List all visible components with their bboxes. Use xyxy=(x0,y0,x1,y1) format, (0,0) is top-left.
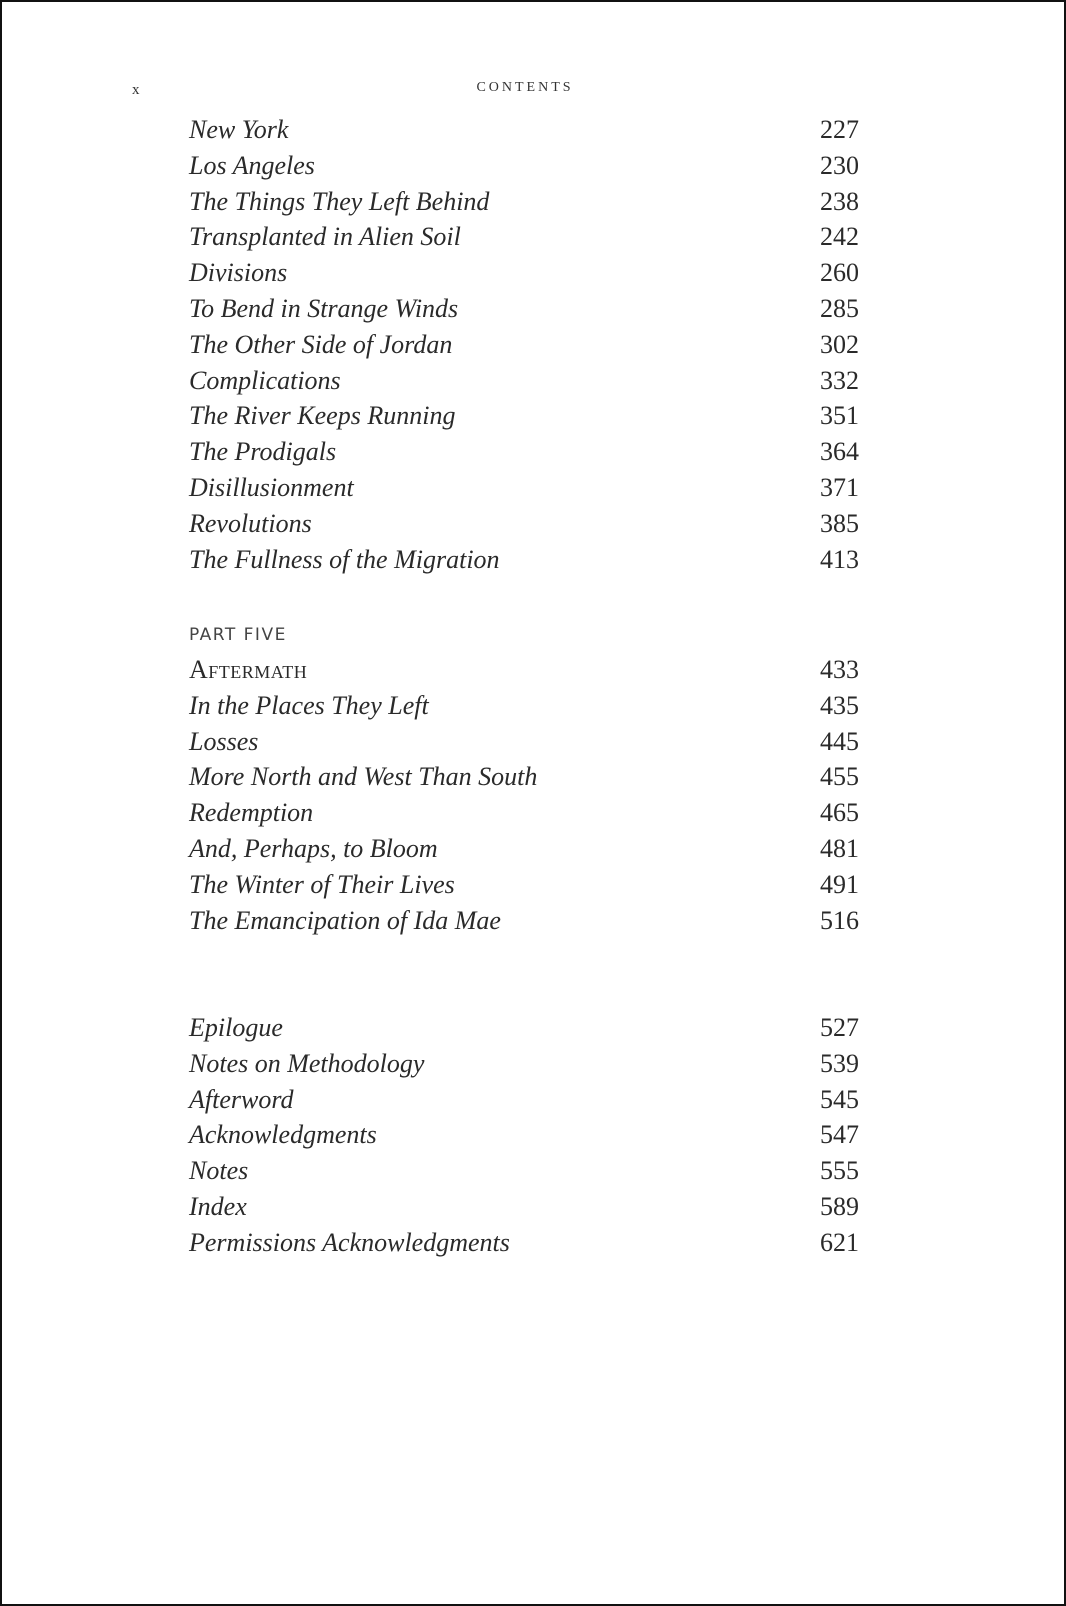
toc-entry-page: 555 xyxy=(820,1156,859,1186)
toc-entry-title: Los Angeles xyxy=(189,150,315,180)
toc-entry-page: 364 xyxy=(820,437,859,467)
toc-entry-title: Divisions xyxy=(189,258,288,288)
toc-entry[interactable] xyxy=(189,291,859,327)
toc-entry[interactable] xyxy=(189,1046,859,1082)
toc-entry[interactable] xyxy=(189,327,859,363)
toc-entry-page: 242 xyxy=(820,222,859,252)
toc-entry[interactable] xyxy=(189,148,859,184)
toc-continued-list xyxy=(189,112,859,577)
running-head xyxy=(2,80,1066,96)
toc-entry[interactable] xyxy=(189,1189,859,1225)
toc-part-heading[interactable] xyxy=(189,652,859,688)
part-label: PART FIVE xyxy=(189,625,287,645)
toc-entry[interactable] xyxy=(189,688,859,724)
toc-entry-title: More North and West Than South xyxy=(189,762,538,792)
toc-entry[interactable] xyxy=(189,1117,859,1153)
toc-entry[interactable] xyxy=(189,470,859,506)
toc-entry-title: And, Perhaps, to Bloom xyxy=(189,833,438,863)
toc-entry[interactable] xyxy=(189,1225,859,1261)
toc-entry-title: Transplanted in Alien Soil xyxy=(189,222,461,252)
toc-entry-title: The River Keeps Running xyxy=(189,401,456,431)
toc-entry-title: The Things They Left Behind xyxy=(189,186,490,216)
toc-entry-page: 371 xyxy=(820,472,859,502)
toc-entry-page: 516 xyxy=(820,905,859,935)
toc-entry-page: 545 xyxy=(820,1084,859,1114)
toc-entry-title: The Fullness of the Migration xyxy=(189,544,500,574)
toc-entry-title: Epilogue xyxy=(189,1013,283,1042)
toc-entry[interactable] xyxy=(189,398,859,434)
toc-entry-page: 230 xyxy=(820,150,859,180)
toc-entry-page: 351 xyxy=(820,401,859,431)
toc-entry-title: To Bend in Strange Winds xyxy=(189,293,459,323)
toc-entry-title: The Winter of Their Lives xyxy=(189,869,455,899)
toc-entry-page: 455 xyxy=(820,762,859,792)
toc-entry[interactable] xyxy=(189,184,859,220)
toc-entry[interactable] xyxy=(189,867,859,903)
toc-entry-page: 539 xyxy=(820,1048,859,1078)
toc-entry[interactable] xyxy=(189,831,859,867)
toc-entry-page: 481 xyxy=(820,833,859,863)
toc-entry-title: Notes on Methodology xyxy=(189,1048,425,1078)
toc-entry-page: 491 xyxy=(820,869,859,899)
page-number: x xyxy=(132,82,141,98)
toc-part-heading-title: Aftermath xyxy=(189,655,308,684)
toc-entry-page: 385 xyxy=(820,508,859,538)
toc-entry-title: Losses xyxy=(189,726,259,756)
toc-part-five xyxy=(189,618,859,938)
toc-entry-page: 260 xyxy=(820,258,859,288)
toc-part-heading-page: 433 xyxy=(820,655,859,684)
toc-entry[interactable] xyxy=(189,1010,859,1046)
toc-entry-title: Redemption xyxy=(189,798,314,828)
toc-entry-page: 465 xyxy=(820,798,859,828)
toc-entry[interactable] xyxy=(189,255,859,291)
toc-entry-page: 589 xyxy=(820,1191,859,1221)
toc-entry-title: Disillusionment xyxy=(189,472,354,502)
toc-entry-title: Complications xyxy=(189,365,341,395)
toc-entry-title: Revolutions xyxy=(189,508,312,538)
toc-entry-page: 238 xyxy=(820,186,859,216)
toc-entry-title: Index xyxy=(189,1191,247,1221)
toc-entry[interactable] xyxy=(189,542,859,578)
toc-entry-page: 227 xyxy=(820,115,859,144)
toc-entry[interactable] xyxy=(189,795,859,831)
toc-entry[interactable] xyxy=(189,112,859,148)
toc-entry-page: 621 xyxy=(820,1227,859,1257)
toc-entry-page: 285 xyxy=(820,293,859,323)
toc-entry[interactable] xyxy=(189,724,859,760)
toc-entry-title: Notes xyxy=(189,1156,249,1186)
toc-entry-page: 547 xyxy=(820,1120,859,1150)
toc-entry[interactable] xyxy=(189,434,859,470)
running-head-text: CONTENTS xyxy=(476,80,574,95)
toc-entry[interactable] xyxy=(189,1153,859,1189)
toc-entry-page: 302 xyxy=(820,329,859,359)
toc-entry[interactable] xyxy=(189,363,859,399)
toc-entry-title: Afterword xyxy=(189,1084,294,1114)
toc-entry-title: New York xyxy=(189,115,289,144)
toc-entry[interactable] xyxy=(189,759,859,795)
toc-entry-title: The Other Side of Jordan xyxy=(189,329,453,359)
toc-entry-page: 527 xyxy=(820,1013,859,1042)
toc-entry[interactable] xyxy=(189,506,859,542)
toc-entry-page: 435 xyxy=(820,690,859,720)
toc-entry-page: 445 xyxy=(820,726,859,756)
toc-entry-page: 332 xyxy=(820,365,859,395)
toc-entry-title: In the Places They Left xyxy=(189,690,429,720)
toc-entry[interactable] xyxy=(189,1082,859,1118)
toc-entry-title: The Emancipation of Ida Mae xyxy=(189,905,501,935)
toc-entry[interactable] xyxy=(189,219,859,255)
toc-entry-page: 413 xyxy=(820,544,859,574)
toc-entry-title: The Prodigals xyxy=(189,437,337,467)
toc-entry-title: Permissions Acknowledgments xyxy=(189,1227,510,1257)
toc-entry[interactable] xyxy=(189,903,859,939)
toc-back-matter xyxy=(189,1010,859,1261)
toc-entry-title: Acknowledgments xyxy=(189,1120,377,1150)
